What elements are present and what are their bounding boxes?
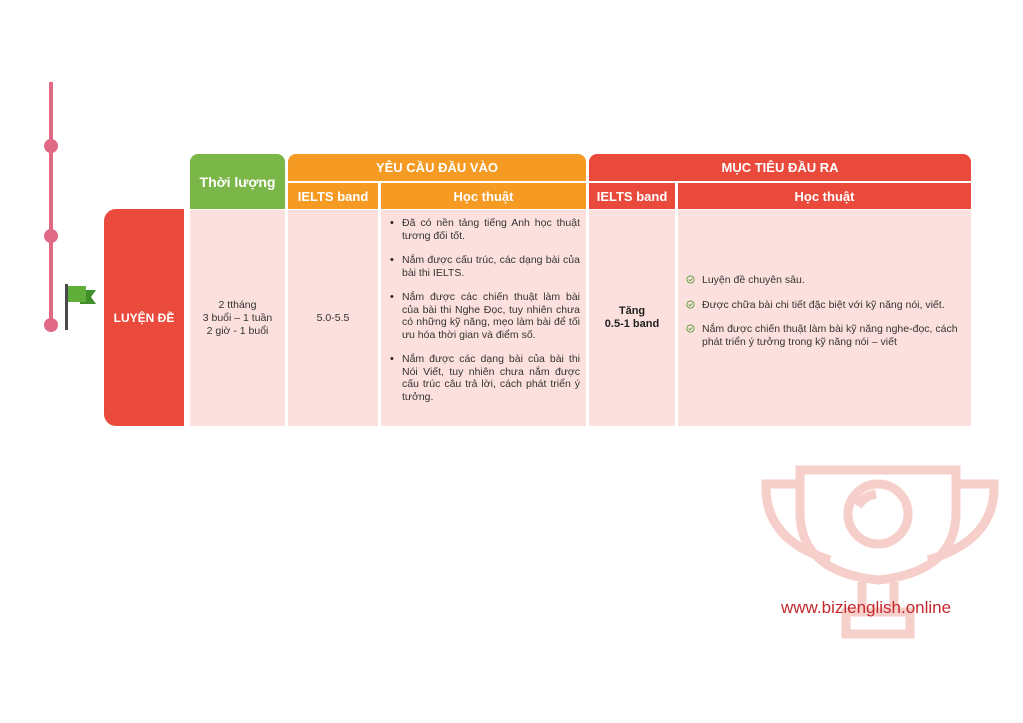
flag-icon <box>62 282 98 332</box>
duration-cell <box>190 210 285 426</box>
duration-line: 2 ttháng <box>218 298 257 311</box>
output-band-line: 0.5-1 band <box>604 318 660 330</box>
duration-line: 3 buổi – 1 tuần <box>202 311 273 324</box>
output-academic-cell <box>678 210 971 426</box>
list-item <box>686 323 963 348</box>
timeline-dot <box>44 318 58 332</box>
list-item: • Nắm được các dạng bài của bài thi Nói Viết, tuy nhiên chưa nắm được cấu trúc câu trả lời, cách phát triển ý tưởng. <box>389 353 580 403</box>
list-item: • Nắm được các chiến thuật làm bài của bài thi Nghe Đọc, tuy nhiên chưa có những kỹ năng, mẹo làm bài để tối ưu hóa thời gian và điểm số. <box>389 291 580 341</box>
check-circle-icon <box>686 275 695 284</box>
input-requirements-header: YÊU CẦU ĐẦU VÀO <box>288 154 586 181</box>
duration-line: 2 giờ - 1 buổi <box>206 324 269 337</box>
output-goal-text: Luyện đề chuyên sâu. <box>702 274 805 286</box>
check-circle-icon <box>686 324 695 333</box>
output-academic-header: Học thuật <box>678 183 971 209</box>
input-requirements-list <box>389 217 580 403</box>
list-item <box>686 274 963 287</box>
list-item: • Nắm được cấu trúc, các dạng bài của bài thi IELTS. <box>389 254 580 279</box>
list-item <box>686 299 963 312</box>
input-band-value: 5.0-5.5 <box>316 312 350 324</box>
list-item: • Đã có nền tảng tiếng Anh học thuật tương đối tốt. <box>389 217 580 242</box>
output-band-line: Tăng <box>618 305 646 317</box>
timeline-dot <box>44 229 58 243</box>
input-ielts-band-header: IELTS band <box>288 183 378 209</box>
input-academic-header: Học thuật <box>381 183 586 209</box>
input-band-cell <box>288 210 378 426</box>
timeline-dot <box>44 139 58 153</box>
output-band-cell <box>589 210 675 426</box>
duration-header: Thời lượng <box>190 154 285 209</box>
check-circle-icon <box>686 300 695 309</box>
output-goal-text: Được chữa bài chi tiết đặc biệt với kỹ năng nói, viết. <box>702 298 945 311</box>
input-academic-cell <box>381 210 586 426</box>
output-ielts-band-header: IELTS band <box>589 183 675 209</box>
output-goals-header: MỤC TIÊU ĐẦU RA <box>589 154 971 181</box>
timeline-line <box>49 82 53 328</box>
output-goals-list <box>686 274 963 348</box>
website-link[interactable]: www.bizienglish.online <box>781 598 952 617</box>
row-label: LUYỆN ĐỀ <box>104 209 184 426</box>
output-goal-text: Nắm được chiến thuật làm bài kỹ năng nghe-đọc, cách phát triển ý tưởng trong kỹ năng nói – viết <box>702 323 958 348</box>
